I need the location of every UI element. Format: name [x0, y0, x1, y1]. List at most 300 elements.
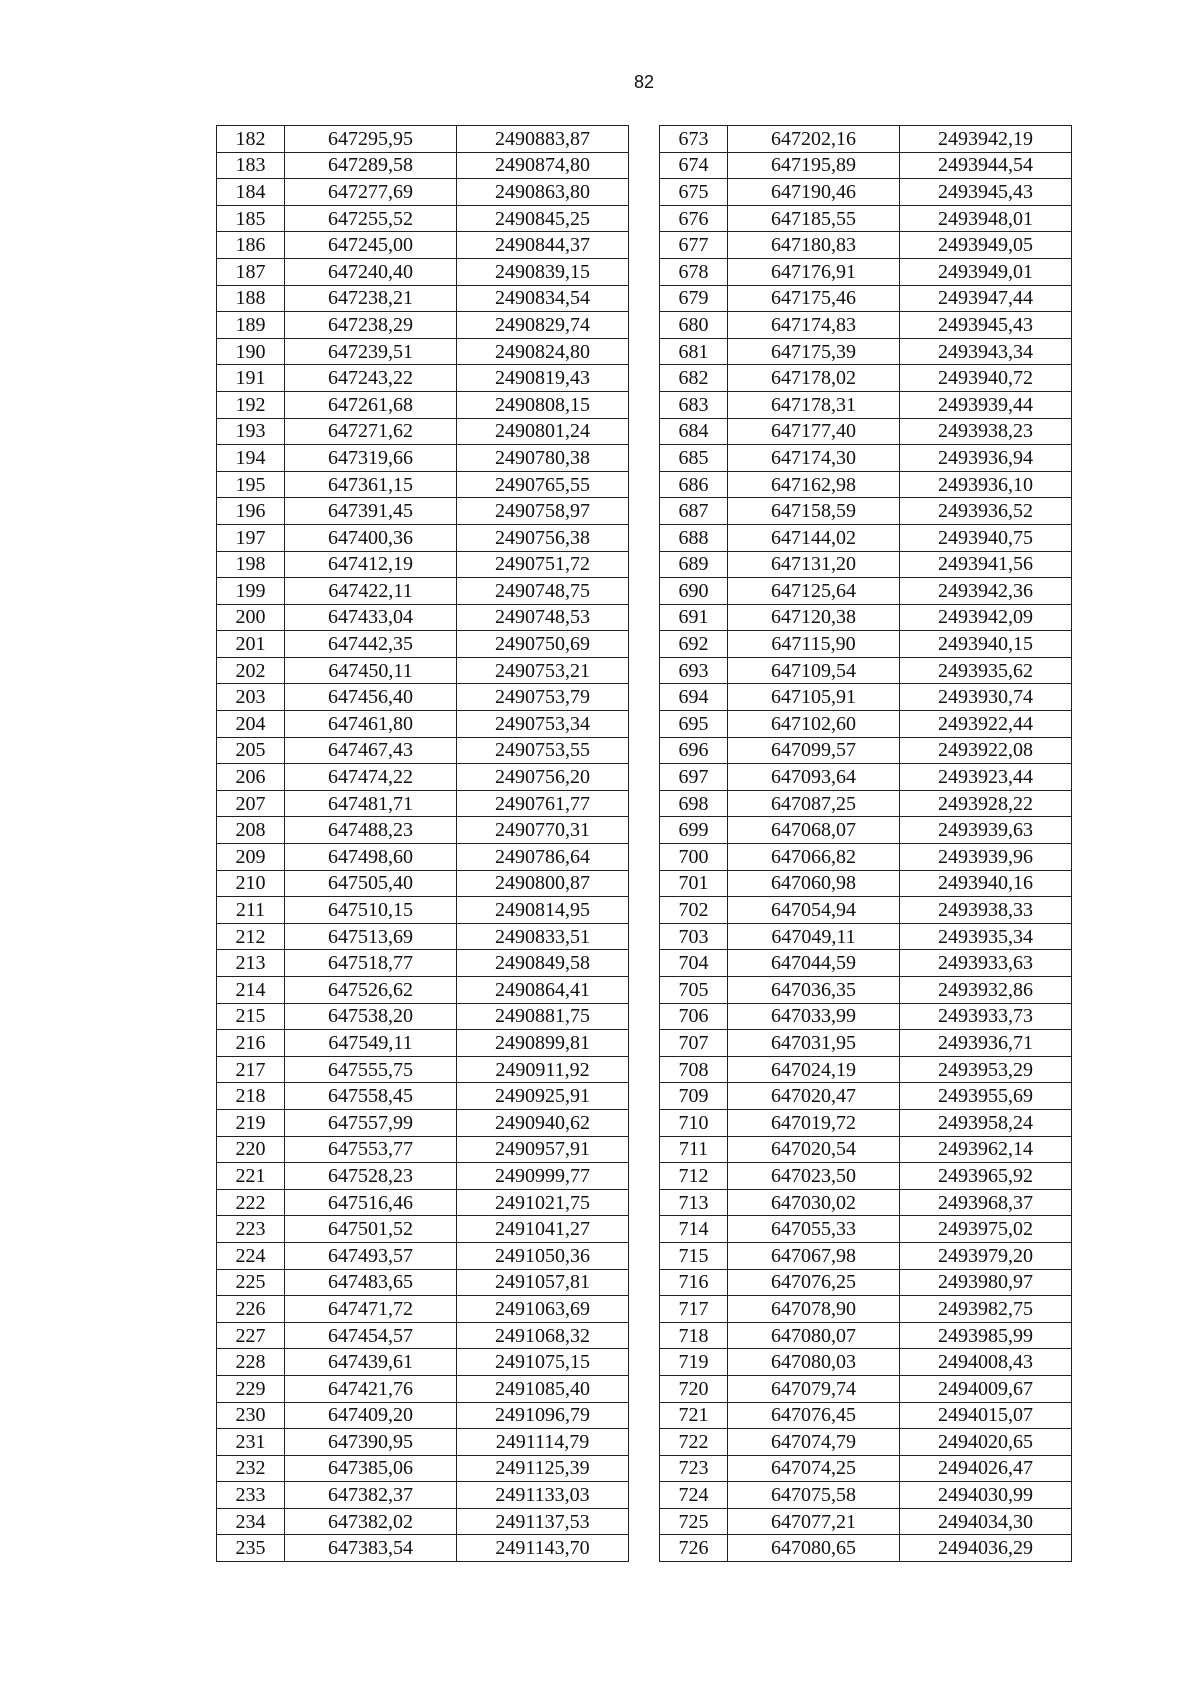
x-coordinate-cell: 647093,64 — [728, 764, 900, 791]
x-coordinate-cell: 647238,21 — [285, 285, 457, 312]
y-coordinate-cell: 2494008,43 — [900, 1349, 1072, 1376]
y-coordinate-cell: 2490957,91 — [457, 1136, 629, 1163]
column-gap — [629, 445, 660, 472]
table-row — [217, 1296, 1072, 1323]
column-gap — [629, 471, 660, 498]
y-coordinate-cell: 2493938,33 — [900, 897, 1072, 924]
y-coordinate-cell: 2493975,02 — [900, 1216, 1072, 1243]
column-gap — [629, 923, 660, 950]
column-gap — [629, 1083, 660, 1110]
point-number-cell: 198 — [217, 551, 285, 578]
x-coordinate-cell: 647074,25 — [728, 1455, 900, 1482]
y-coordinate-cell: 2493939,96 — [900, 844, 1072, 871]
x-coordinate-cell: 647102,60 — [728, 711, 900, 738]
point-number-cell: 706 — [660, 1003, 728, 1030]
x-coordinate-cell: 647077,21 — [728, 1508, 900, 1535]
point-number-cell: 208 — [217, 817, 285, 844]
point-number-cell: 187 — [217, 258, 285, 285]
y-coordinate-cell: 2491050,36 — [457, 1242, 629, 1269]
table-row — [217, 737, 1072, 764]
y-coordinate-cell: 2491125,39 — [457, 1455, 629, 1482]
table-row — [217, 844, 1072, 871]
x-coordinate-cell: 647080,03 — [728, 1349, 900, 1376]
point-number-cell: 674 — [660, 152, 728, 179]
point-number-cell: 216 — [217, 1030, 285, 1057]
y-coordinate-cell: 2490753,34 — [457, 711, 629, 738]
column-gap — [629, 1322, 660, 1349]
point-number-cell: 726 — [660, 1535, 728, 1562]
y-coordinate-cell: 2490814,95 — [457, 897, 629, 924]
point-number-cell: 230 — [217, 1402, 285, 1429]
x-coordinate-cell: 647526,62 — [285, 977, 457, 1004]
x-coordinate-cell: 647030,02 — [728, 1189, 900, 1216]
x-coordinate-cell: 647060,98 — [728, 870, 900, 897]
y-coordinate-cell: 2494030,99 — [900, 1482, 1072, 1509]
point-number-cell: 186 — [217, 232, 285, 259]
x-coordinate-cell: 647162,98 — [728, 471, 900, 498]
x-coordinate-cell: 647518,77 — [285, 950, 457, 977]
y-coordinate-cell: 2490839,15 — [457, 258, 629, 285]
point-number-cell: 190 — [217, 338, 285, 365]
column-gap — [629, 126, 660, 153]
y-coordinate-cell: 2493942,36 — [900, 578, 1072, 605]
x-coordinate-cell: 647382,02 — [285, 1508, 457, 1535]
point-number-cell: 673 — [660, 126, 728, 153]
y-coordinate-cell: 2490748,53 — [457, 604, 629, 631]
column-gap — [629, 312, 660, 339]
column-gap — [629, 1216, 660, 1243]
point-number-cell: 189 — [217, 312, 285, 339]
x-coordinate-cell: 647289,58 — [285, 152, 457, 179]
column-gap — [629, 1242, 660, 1269]
y-coordinate-cell: 2494020,65 — [900, 1429, 1072, 1456]
column-gap — [629, 870, 660, 897]
table-row — [217, 817, 1072, 844]
column-gap — [629, 1056, 660, 1083]
x-coordinate-cell: 647125,64 — [728, 578, 900, 605]
y-coordinate-cell: 2490863,80 — [457, 179, 629, 206]
x-coordinate-cell: 647115,90 — [728, 631, 900, 658]
y-coordinate-cell: 2493936,94 — [900, 445, 1072, 472]
table-row — [217, 684, 1072, 711]
table-row — [217, 1189, 1072, 1216]
y-coordinate-cell: 2493955,69 — [900, 1083, 1072, 1110]
y-coordinate-cell: 2490883,87 — [457, 126, 629, 153]
point-number-cell: 214 — [217, 977, 285, 1004]
table-row — [217, 578, 1072, 605]
y-coordinate-cell: 2493930,74 — [900, 684, 1072, 711]
y-coordinate-cell: 2493933,63 — [900, 950, 1072, 977]
y-coordinate-cell: 2491068,32 — [457, 1322, 629, 1349]
point-number-cell: 692 — [660, 631, 728, 658]
column-gap — [629, 391, 660, 418]
column-gap — [629, 977, 660, 1004]
table-row — [217, 471, 1072, 498]
point-number-cell: 202 — [217, 657, 285, 684]
point-number-cell: 221 — [217, 1163, 285, 1190]
y-coordinate-cell: 2490753,55 — [457, 737, 629, 764]
point-number-cell: 194 — [217, 445, 285, 472]
point-number-cell: 213 — [217, 950, 285, 977]
column-gap — [629, 418, 660, 445]
point-number-cell: 681 — [660, 338, 728, 365]
x-coordinate-cell: 647185,55 — [728, 205, 900, 232]
y-coordinate-cell: 2490808,15 — [457, 391, 629, 418]
table-row — [217, 205, 1072, 232]
y-coordinate-cell: 2490770,31 — [457, 817, 629, 844]
y-coordinate-cell: 2494034,30 — [900, 1508, 1072, 1535]
y-coordinate-cell: 2490911,92 — [457, 1056, 629, 1083]
x-coordinate-cell: 647319,66 — [285, 445, 457, 472]
table-row — [217, 312, 1072, 339]
point-number-cell: 720 — [660, 1375, 728, 1402]
y-coordinate-cell: 2493939,63 — [900, 817, 1072, 844]
x-coordinate-cell: 647178,31 — [728, 391, 900, 418]
y-coordinate-cell: 2493953,29 — [900, 1056, 1072, 1083]
point-number-cell: 723 — [660, 1455, 728, 1482]
y-coordinate-cell: 2493922,44 — [900, 711, 1072, 738]
x-coordinate-cell: 647295,95 — [285, 126, 457, 153]
column-gap — [629, 179, 660, 206]
point-number-cell: 684 — [660, 418, 728, 445]
point-number-cell: 222 — [217, 1189, 285, 1216]
point-number-cell: 212 — [217, 923, 285, 950]
y-coordinate-cell: 2490874,80 — [457, 152, 629, 179]
point-number-cell: 218 — [217, 1083, 285, 1110]
point-number-cell: 234 — [217, 1508, 285, 1535]
x-coordinate-cell: 647175,46 — [728, 285, 900, 312]
point-number-cell: 182 — [217, 126, 285, 153]
table-row — [217, 1322, 1072, 1349]
y-coordinate-cell: 2493932,86 — [900, 977, 1072, 1004]
table-row — [217, 1003, 1072, 1030]
table-row — [217, 923, 1072, 950]
point-number-cell: 718 — [660, 1322, 728, 1349]
x-coordinate-cell: 647080,65 — [728, 1535, 900, 1562]
x-coordinate-cell: 647238,29 — [285, 312, 457, 339]
y-coordinate-cell: 2494026,47 — [900, 1455, 1072, 1482]
point-number-cell: 722 — [660, 1429, 728, 1456]
point-number-cell: 696 — [660, 737, 728, 764]
x-coordinate-cell: 647044,59 — [728, 950, 900, 977]
y-coordinate-cell: 2490765,55 — [457, 471, 629, 498]
x-coordinate-cell: 647178,02 — [728, 365, 900, 392]
column-gap — [629, 657, 660, 684]
y-coordinate-cell: 2493936,71 — [900, 1030, 1072, 1057]
y-coordinate-cell: 2490750,69 — [457, 631, 629, 658]
point-number-cell: 219 — [217, 1109, 285, 1136]
table-row — [217, 711, 1072, 738]
table-row — [217, 1109, 1072, 1136]
column-gap — [629, 790, 660, 817]
point-number-cell: 694 — [660, 684, 728, 711]
point-number-cell: 691 — [660, 604, 728, 631]
table-row — [217, 1163, 1072, 1190]
point-number-cell: 701 — [660, 870, 728, 897]
x-coordinate-cell: 647433,04 — [285, 604, 457, 631]
y-coordinate-cell: 2493928,22 — [900, 790, 1072, 817]
column-gap — [629, 1136, 660, 1163]
point-number-cell: 682 — [660, 365, 728, 392]
point-number-cell: 217 — [217, 1056, 285, 1083]
coordinates-table — [216, 125, 1072, 1562]
x-coordinate-cell: 647528,23 — [285, 1163, 457, 1190]
column-gap — [629, 764, 660, 791]
column-gap — [629, 1109, 660, 1136]
column-gap — [629, 524, 660, 551]
x-coordinate-cell: 647076,45 — [728, 1402, 900, 1429]
x-coordinate-cell: 647245,00 — [285, 232, 457, 259]
coordinates-table-body — [217, 126, 1072, 1562]
y-coordinate-cell: 2493941,56 — [900, 551, 1072, 578]
point-number-cell: 725 — [660, 1508, 728, 1535]
point-number-cell: 716 — [660, 1269, 728, 1296]
x-coordinate-cell: 647421,76 — [285, 1375, 457, 1402]
point-number-cell: 215 — [217, 1003, 285, 1030]
table-row — [217, 1136, 1072, 1163]
table-row — [217, 1349, 1072, 1376]
y-coordinate-cell: 2491133,03 — [457, 1482, 629, 1509]
y-coordinate-cell: 2491041,27 — [457, 1216, 629, 1243]
table-row — [217, 657, 1072, 684]
x-coordinate-cell: 647019,72 — [728, 1109, 900, 1136]
y-coordinate-cell: 2490940,62 — [457, 1109, 629, 1136]
point-number-cell: 232 — [217, 1455, 285, 1482]
x-coordinate-cell: 647075,58 — [728, 1482, 900, 1509]
y-coordinate-cell: 2491114,79 — [457, 1429, 629, 1456]
x-coordinate-cell: 647049,11 — [728, 923, 900, 950]
x-coordinate-cell: 647240,40 — [285, 258, 457, 285]
y-coordinate-cell: 2493922,08 — [900, 737, 1072, 764]
point-number-cell: 229 — [217, 1375, 285, 1402]
point-number-cell: 192 — [217, 391, 285, 418]
table-row — [217, 950, 1072, 977]
x-coordinate-cell: 647510,15 — [285, 897, 457, 924]
y-coordinate-cell: 2493944,54 — [900, 152, 1072, 179]
x-coordinate-cell: 647076,25 — [728, 1269, 900, 1296]
x-coordinate-cell: 647439,61 — [285, 1349, 457, 1376]
y-coordinate-cell: 2493936,10 — [900, 471, 1072, 498]
x-coordinate-cell: 647505,40 — [285, 870, 457, 897]
point-number-cell: 697 — [660, 764, 728, 791]
y-coordinate-cell: 2493979,20 — [900, 1242, 1072, 1269]
x-coordinate-cell: 647020,47 — [728, 1083, 900, 1110]
column-gap — [629, 1349, 660, 1376]
table-row — [217, 1056, 1072, 1083]
y-coordinate-cell: 2493949,05 — [900, 232, 1072, 259]
x-coordinate-cell: 647176,91 — [728, 258, 900, 285]
x-coordinate-cell: 647383,54 — [285, 1535, 457, 1562]
point-number-cell: 693 — [660, 657, 728, 684]
x-coordinate-cell: 647020,54 — [728, 1136, 900, 1163]
y-coordinate-cell: 2490780,38 — [457, 445, 629, 472]
x-coordinate-cell: 647174,30 — [728, 445, 900, 472]
x-coordinate-cell: 647516,46 — [285, 1189, 457, 1216]
y-coordinate-cell: 2493943,34 — [900, 338, 1072, 365]
column-gap — [629, 1535, 660, 1562]
y-coordinate-cell: 2490748,75 — [457, 578, 629, 605]
column-gap — [629, 1482, 660, 1509]
column-gap — [629, 498, 660, 525]
y-coordinate-cell: 2493939,44 — [900, 391, 1072, 418]
y-coordinate-cell: 2490864,41 — [457, 977, 629, 1004]
table-row — [217, 1535, 1072, 1562]
y-coordinate-cell: 2494009,67 — [900, 1375, 1072, 1402]
y-coordinate-cell: 2490833,51 — [457, 923, 629, 950]
x-coordinate-cell: 647412,19 — [285, 551, 457, 578]
y-coordinate-cell: 2491085,40 — [457, 1375, 629, 1402]
y-coordinate-cell: 2494015,07 — [900, 1402, 1072, 1429]
y-coordinate-cell: 2490999,77 — [457, 1163, 629, 1190]
column-gap — [629, 338, 660, 365]
point-number-cell: 685 — [660, 445, 728, 472]
point-number-cell: 724 — [660, 1482, 728, 1509]
y-coordinate-cell: 2493945,43 — [900, 179, 1072, 206]
x-coordinate-cell: 647099,57 — [728, 737, 900, 764]
point-number-cell: 721 — [660, 1402, 728, 1429]
table-row — [217, 524, 1072, 551]
point-number-cell: 224 — [217, 1242, 285, 1269]
y-coordinate-cell: 2493958,24 — [900, 1109, 1072, 1136]
x-coordinate-cell: 647513,69 — [285, 923, 457, 950]
y-coordinate-cell: 2493985,99 — [900, 1322, 1072, 1349]
y-coordinate-cell: 2490761,77 — [457, 790, 629, 817]
y-coordinate-cell: 2490881,75 — [457, 1003, 629, 1030]
x-coordinate-cell: 647078,90 — [728, 1296, 900, 1323]
x-coordinate-cell: 647553,77 — [285, 1136, 457, 1163]
point-number-cell: 226 — [217, 1296, 285, 1323]
x-coordinate-cell: 647074,79 — [728, 1429, 900, 1456]
column-gap — [629, 684, 660, 711]
point-number-cell: 203 — [217, 684, 285, 711]
column-gap — [629, 844, 660, 871]
y-coordinate-cell: 2493933,73 — [900, 1003, 1072, 1030]
table-row — [217, 418, 1072, 445]
table-row — [217, 365, 1072, 392]
column-gap — [629, 258, 660, 285]
point-number-cell: 193 — [217, 418, 285, 445]
column-gap — [629, 1402, 660, 1429]
column-gap — [629, 1030, 660, 1057]
x-coordinate-cell: 647036,35 — [728, 977, 900, 1004]
point-number-cell: 211 — [217, 897, 285, 924]
x-coordinate-cell: 647174,83 — [728, 312, 900, 339]
column-gap — [629, 897, 660, 924]
point-number-cell: 688 — [660, 524, 728, 551]
point-number-cell: 210 — [217, 870, 285, 897]
point-number-cell: 206 — [217, 764, 285, 791]
x-coordinate-cell: 647382,37 — [285, 1482, 457, 1509]
point-number-cell: 225 — [217, 1269, 285, 1296]
point-number-cell: 191 — [217, 365, 285, 392]
point-number-cell: 220 — [217, 1136, 285, 1163]
point-number-cell: 680 — [660, 312, 728, 339]
table-row — [217, 870, 1072, 897]
x-coordinate-cell: 647202,16 — [728, 126, 900, 153]
point-number-cell: 695 — [660, 711, 728, 738]
column-gap — [629, 1296, 660, 1323]
x-coordinate-cell: 647493,57 — [285, 1242, 457, 1269]
y-coordinate-cell: 2490849,58 — [457, 950, 629, 977]
x-coordinate-cell: 647080,07 — [728, 1322, 900, 1349]
point-number-cell: 207 — [217, 790, 285, 817]
y-coordinate-cell: 2491096,79 — [457, 1402, 629, 1429]
table-row — [217, 631, 1072, 658]
x-coordinate-cell: 647450,11 — [285, 657, 457, 684]
y-coordinate-cell: 2493935,62 — [900, 657, 1072, 684]
y-coordinate-cell: 2491075,15 — [457, 1349, 629, 1376]
table-row — [217, 1269, 1072, 1296]
table-row — [217, 498, 1072, 525]
table-row — [217, 1083, 1072, 1110]
y-coordinate-cell: 2490753,21 — [457, 657, 629, 684]
table-row — [217, 1482, 1072, 1509]
table-row — [217, 232, 1072, 259]
point-number-cell: 233 — [217, 1482, 285, 1509]
table-row — [217, 1508, 1072, 1535]
point-number-cell: 702 — [660, 897, 728, 924]
point-number-cell: 201 — [217, 631, 285, 658]
y-coordinate-cell: 2490844,37 — [457, 232, 629, 259]
point-number-cell: 205 — [217, 737, 285, 764]
point-number-cell: 184 — [217, 179, 285, 206]
point-number-cell: 704 — [660, 950, 728, 977]
point-number-cell: 185 — [217, 205, 285, 232]
table-row — [217, 258, 1072, 285]
y-coordinate-cell: 2493940,16 — [900, 870, 1072, 897]
x-coordinate-cell: 647442,35 — [285, 631, 457, 658]
point-number-cell: 687 — [660, 498, 728, 525]
point-number-cell: 705 — [660, 977, 728, 1004]
x-coordinate-cell: 647109,54 — [728, 657, 900, 684]
point-number-cell: 711 — [660, 1136, 728, 1163]
table-row — [217, 1455, 1072, 1482]
y-coordinate-cell: 2490899,81 — [457, 1030, 629, 1057]
y-coordinate-cell: 2493965,92 — [900, 1163, 1072, 1190]
column-gap — [629, 1189, 660, 1216]
column-gap — [629, 152, 660, 179]
column-gap — [629, 737, 660, 764]
y-coordinate-cell: 2493923,44 — [900, 764, 1072, 791]
y-coordinate-cell: 2490801,24 — [457, 418, 629, 445]
y-coordinate-cell: 2493935,34 — [900, 923, 1072, 950]
point-number-cell: 714 — [660, 1216, 728, 1243]
y-coordinate-cell: 2490751,72 — [457, 551, 629, 578]
x-coordinate-cell: 647483,65 — [285, 1269, 457, 1296]
point-number-cell: 709 — [660, 1083, 728, 1110]
x-coordinate-cell: 647456,40 — [285, 684, 457, 711]
x-coordinate-cell: 647361,15 — [285, 471, 457, 498]
y-coordinate-cell: 2493947,44 — [900, 285, 1072, 312]
table-row — [217, 179, 1072, 206]
x-coordinate-cell: 647195,89 — [728, 152, 900, 179]
x-coordinate-cell: 647271,62 — [285, 418, 457, 445]
column-gap — [629, 950, 660, 977]
y-coordinate-cell: 2490829,74 — [457, 312, 629, 339]
x-coordinate-cell: 647385,06 — [285, 1455, 457, 1482]
y-coordinate-cell: 2493936,52 — [900, 498, 1072, 525]
column-gap — [629, 631, 660, 658]
table-row — [217, 897, 1072, 924]
table-row — [217, 604, 1072, 631]
table-row — [217, 126, 1072, 153]
x-coordinate-cell: 647023,50 — [728, 1163, 900, 1190]
point-number-cell: 678 — [660, 258, 728, 285]
point-number-cell: 699 — [660, 817, 728, 844]
x-coordinate-cell: 647031,95 — [728, 1030, 900, 1057]
table-row — [217, 1216, 1072, 1243]
x-coordinate-cell: 647277,69 — [285, 179, 457, 206]
